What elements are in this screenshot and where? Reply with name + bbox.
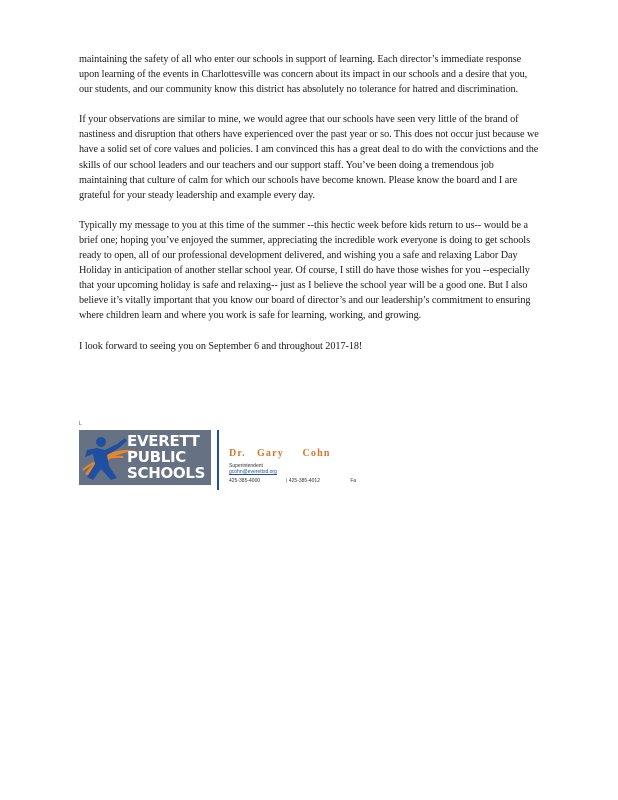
phone-number-2: 425-385-4012: [288, 478, 320, 484]
signature-block: [229, 448, 356, 484]
fax-label: Fa: [350, 478, 357, 484]
letter-body: [79, 52, 541, 369]
paragraph-3: Typically my message to you at this time of the summer --this hectic week before kids return to us-- would be a brief one; hoping you’ve enjoyed the summer, appreciating the incredible work everyone is doing to get schools ready to open, all of our professional development delivered, and wishing you a safe and relaxing Labor Day Holiday in anticipation of another stellar school year. Of course, I still do have those wishes for you --especially that your upcoming holiday is safe and relaxing-- just as I believe the school year will be a good one. But I also believe it’s vitally important that you know our board of director’s and our leadership’s commitment to ensuring where children learn and where you work is safe for learning, working, and growing.: [79, 219, 531, 322]
everett-public-schools-logo: [79, 430, 211, 485]
signature-divider: [217, 430, 219, 490]
paragraph-1: maintaining the safety of all who enter our schools in support of learning. Each director’s immediate response upon learning of the events in Charlottesville was concern about its impact in our schools and a desire that you, our students, and our community know this district has absolutely no tolerance for hatred and discrimination.: [79, 54, 528, 96]
logo-line-2: PUBLIC: [127, 448, 186, 466]
signer-email-link[interactable]: gcohn@everettsd.org: [229, 469, 277, 475]
logo-wordmark: [127, 433, 211, 481]
signer-name: Dr. Gary Cohn: [229, 448, 331, 459]
phone-number: 425-385-4000: [229, 478, 261, 484]
phone-separator: |: [286, 478, 288, 484]
logo-line-3: SCHOOLS: [127, 464, 206, 482]
paragraph-4: I look forward to seeing you on September 6 and throughout 2017-18!: [79, 340, 363, 352]
paragraph-2: If your observations are similar to mine, we would agree that our schools have seen very little of the brand of nastiness and disruption that others have experienced over the past year or so. This does not occur just because we have a solid set of core values and policies. I am convinced this has a great deal to do with the convictions and the skills of our school leaders and our teachers and our support staff. You’ve been doing a tremendous job maintaining that culture of calm for which our schools have become known. Please know the board and I are grateful for your steady leadership and example every day.: [79, 114, 539, 201]
small-mark: L: [79, 421, 82, 427]
signer-phones: [229, 478, 356, 484]
signer-title: Superintendent: [229, 463, 263, 469]
logo-line-1: EVERETT: [127, 432, 200, 450]
